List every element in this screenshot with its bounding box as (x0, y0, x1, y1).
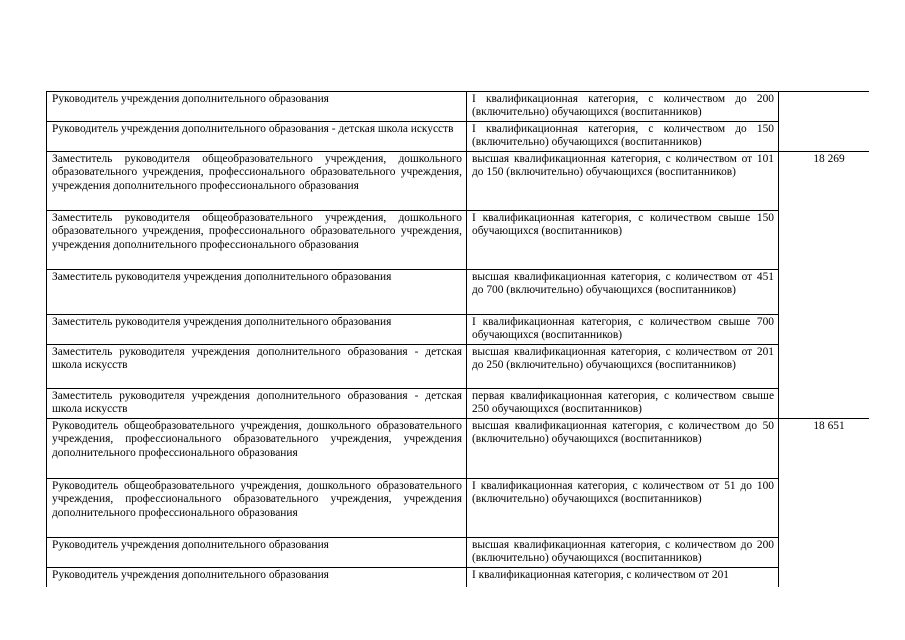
category-cell: высшая квалификационная категория, с количеством от 201 до 250 (включительно) обучающихся (воспитанников) (467, 345, 779, 389)
salary-cell (779, 92, 870, 152)
position-cell: Руководитель учреждения дополнительного образования (47, 568, 467, 588)
category-cell: высшая квалификационная категория, с количеством до 50 (включительно) обучающихся (воспитанников) (467, 419, 779, 479)
position-cell: Заместитель руководителя учреждения дополнительного образования (47, 270, 467, 315)
position-cell: Руководитель учреждения дополнительного образования - детская школа искусств (47, 122, 467, 152)
salary-cell: 18 651 (779, 419, 870, 588)
position-cell: Руководитель общеобразовательного учреждения, дошкольного образовательного учреждения, профессионального образовательного учреждения, учреждения дополнительного профессионального образования (47, 419, 467, 479)
table-row (47, 211, 870, 270)
category-cell: высшая квалификационная категория, с количеством от 451 до 700 (включительно) обучающихся (воспитанников) (467, 270, 779, 315)
table-row (47, 419, 870, 479)
position-cell: Руководитель общеобразовательного учреждения, дошкольного образовательного учреждения, профессионального образовательного учреждения, учреждения дополнительного профессионального образования (47, 479, 467, 538)
position-cell: Руководитель учреждения дополнительного образования (47, 92, 467, 122)
table-row (47, 389, 870, 419)
table-row (47, 270, 870, 315)
table-row (47, 345, 870, 389)
category-cell: I квалификационная категория, с количеством до 200 (включительно) обучающихся (воспитанников) (467, 92, 779, 122)
category-cell: I квалификационная категория, с количеством до 150 (включительно) обучающихся (воспитанников) (467, 122, 779, 152)
position-cell: Заместитель руководителя общеобразовательного учреждения, дошкольного образовательного учреждения, профессионального образовательного учреждения, учреждения дополнительного профессионального образования (47, 211, 467, 270)
category-cell: I квалификационная категория, с количеством от 201 (467, 568, 779, 588)
category-cell: первая квалификационная категория, с количеством свыше 250 обучающихся (воспитанников) (467, 389, 779, 419)
salary-table (46, 91, 869, 587)
position-cell: Заместитель руководителя учреждения дополнительного образования - детская школа искусств (47, 345, 467, 389)
category-cell: высшая квалификационная категория, с количеством до 200 (включительно) обучающихся (воспитанников) (467, 538, 779, 568)
category-cell: I квалификационная категория, с количеством свыше 150 обучающихся (воспитанников) (467, 211, 779, 270)
table-row (47, 152, 870, 211)
category-cell: I квалификационная категория, с количеством свыше 700 обучающихся (воспитанников) (467, 315, 779, 345)
salary-cell: 18 269 (779, 152, 870, 419)
category-cell: высшая квалификационная категория, с количеством от 101 до 150 (включительно) обучающихся (воспитанников) (467, 152, 779, 211)
position-cell: Заместитель руководителя учреждения дополнительного образования (47, 315, 467, 345)
table-row (47, 315, 870, 345)
salary-table-viewport (46, 91, 869, 587)
table-row (47, 568, 870, 588)
table-row (47, 479, 870, 538)
category-cell: I квалификационная категория, с количеством от 51 до 100 (включительно) обучающихся (воспитанников) (467, 479, 779, 538)
position-cell: Заместитель руководителя общеобразовательного учреждения, дошкольного образовательного учреждения, профессионального образовательного учреждения, учреждения дополнительного профессионального образования (47, 152, 467, 211)
table-row (47, 92, 870, 122)
table-row (47, 538, 870, 568)
position-cell: Заместитель руководителя учреждения дополнительного образования - детская школа искусств (47, 389, 467, 419)
position-cell: Руководитель учреждения дополнительного образования (47, 538, 467, 568)
table-row (47, 122, 870, 152)
